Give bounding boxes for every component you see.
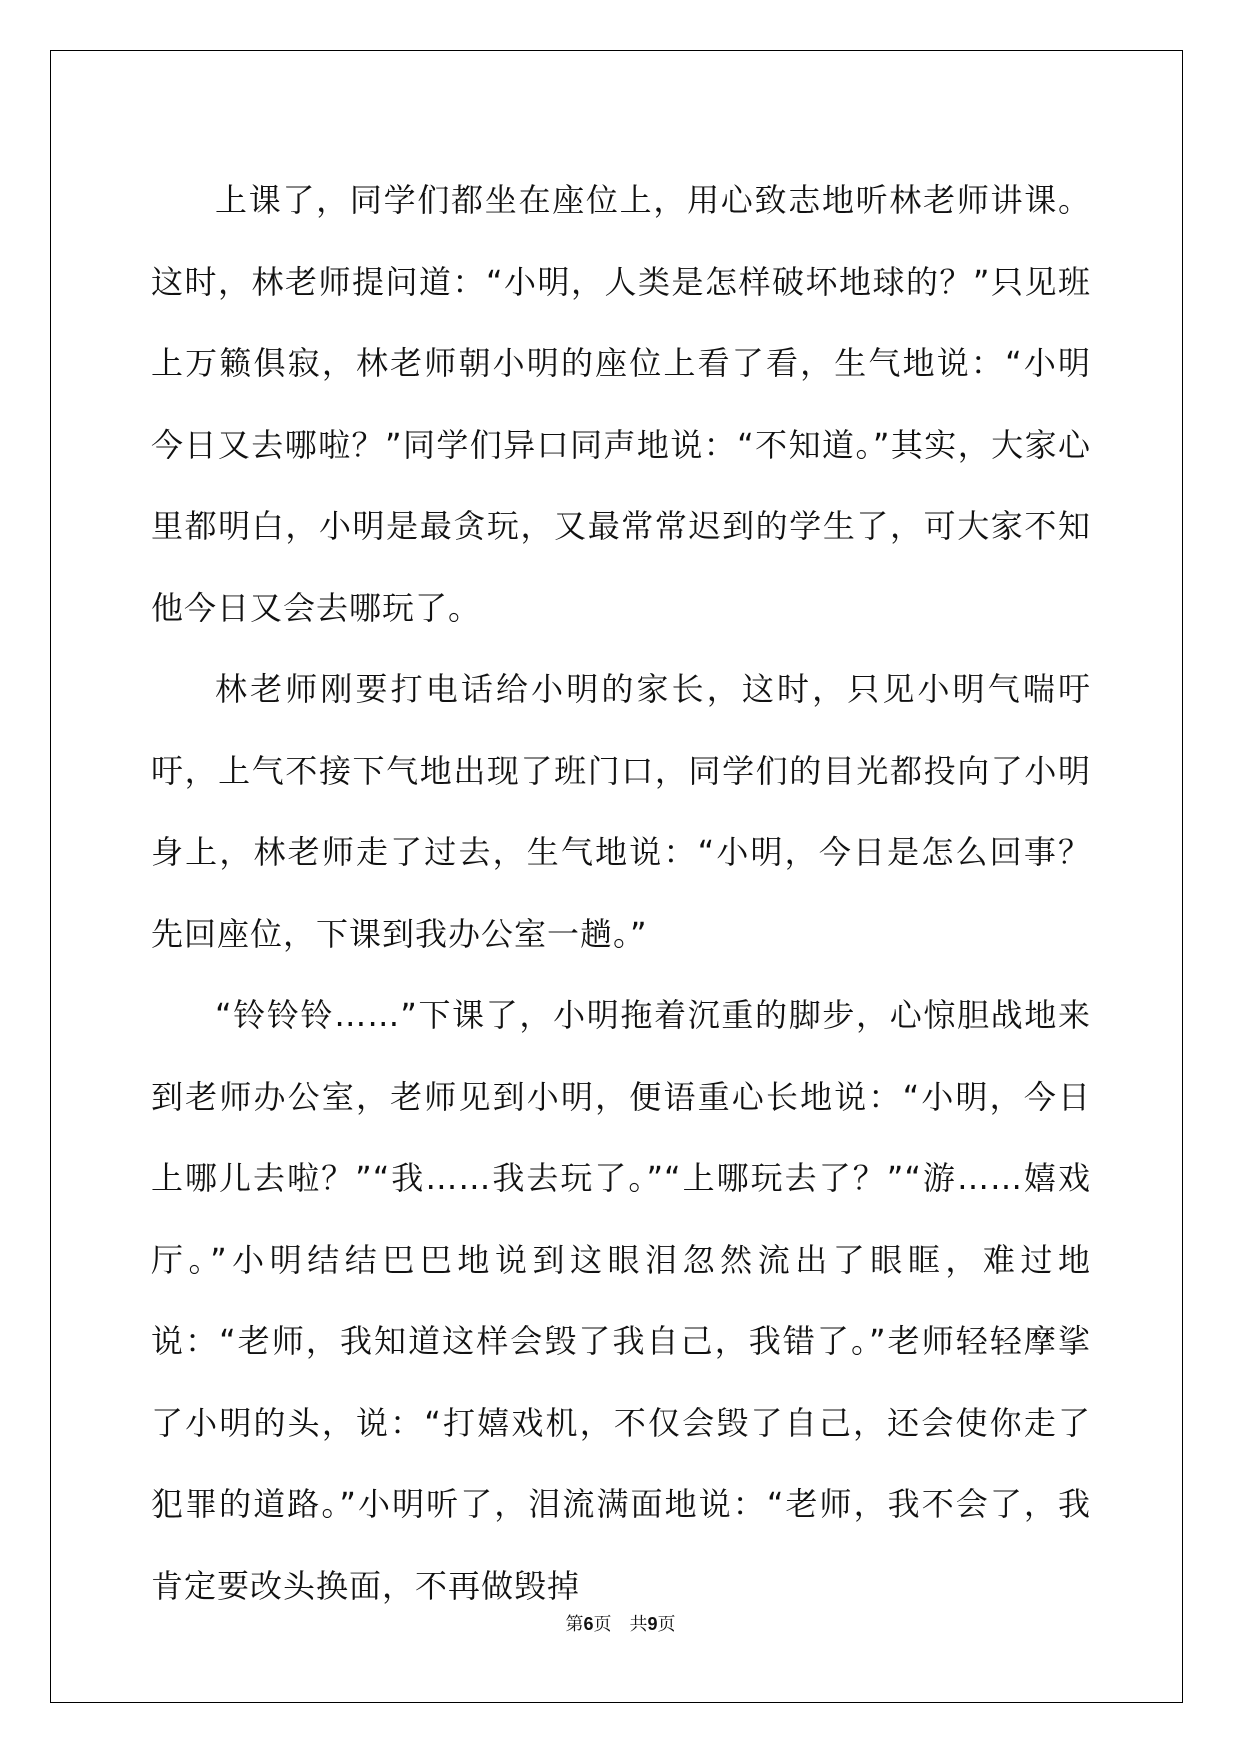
footer-total-pages: 9 [647, 1614, 658, 1634]
footer-total-unit: 页 [657, 1614, 676, 1635]
footer-page-prefix: 第 [565, 1614, 584, 1635]
page-footer [0, 1610, 1241, 1636]
paragraph-1: 上课了，同学们都坐在座位上，用心致志地听林老师讲课。这时，林老师提问道：“小明，人类是怎样破坏地球的？”只见班上万籁俱寂，林老师朝小明的座位上看了看，生气地说：“小明今日又去哪啦？”同学们异口同声地说：“不知道。”其实，大家心里都明白，小明是最贪玩，又最常常迟到的学生了，可大家不知他今日又会去哪玩了。 [151, 181, 1091, 627]
paragraph-2: 林老师刚要打电话给小明的家长，这时，只见小明气喘吁吁，上气不接下气地出现了班门口，同学们的目光都投向了小明身上，林老师走了过去，生气地说：“小明，今日是怎么回事？先回座位，下课到我办公室一趟。” [151, 670, 1091, 953]
document-body [151, 160, 1091, 1627]
footer-current-page: 6 [583, 1614, 594, 1634]
footer-page-unit: 页 [593, 1614, 612, 1635]
footer-total-prefix: 共 [629, 1614, 648, 1635]
paragraph-3: “铃铃铃……”下课了，小明拖着沉重的脚步，心惊胆战地来到老师办公室，老师见到小明，便语重心长地说：“小明，今日上哪儿去啦？”“我……我去玩了。”“上哪玩去了？”“游……嬉戏厅。”小明结结巴巴地说到这眼泪忽然流出了眼眶，难过地说：“老师，我知道这样会毁了我自己，我错了。”老师轻轻摩挲了小明的头，说：“打嬉戏机，不仅会毁了自己，还会使你走了犯罪的道路。”小明听了，泪流满面地说：“老师，我不会了，我肯定要改头换面，不再做毁掉 [151, 996, 1091, 1605]
